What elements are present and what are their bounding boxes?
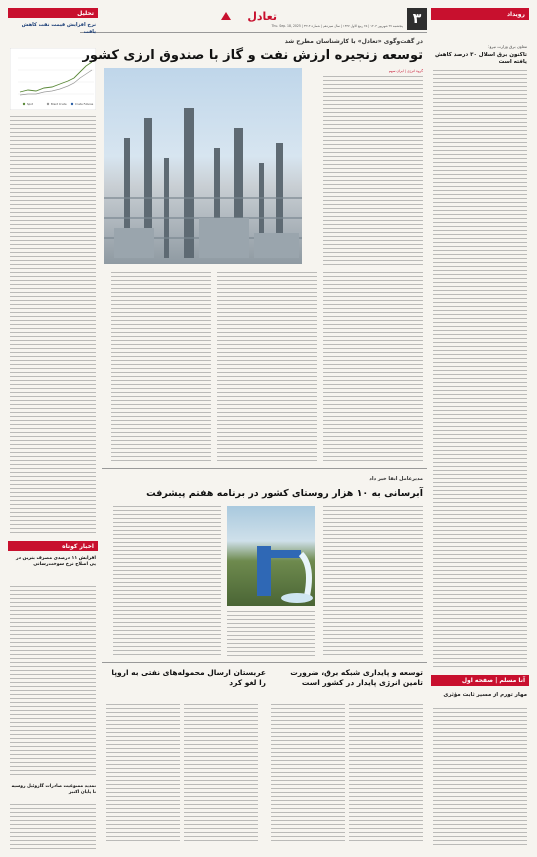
left-column-2-body (10, 586, 96, 776)
section-rule-2 (102, 662, 427, 663)
water-pipe-illustration (227, 506, 315, 606)
main-article-col-2 (323, 272, 423, 464)
date-line: پنجشنبه ۲۷ شهریور ۱۴۰۴ | ۲۵ ربیع الاول ۱۴۴۷ | سال سیزدهم | شماره ۳۲۱۴ | Thu. Sep. 18, 2025 (271, 24, 403, 28)
legend-futures: Crude Futures (75, 103, 94, 106)
left-label-text: تحلیل (77, 9, 94, 17)
legend-brent: Brent Crude (51, 103, 67, 106)
masthead-rule (80, 32, 427, 33)
main-kicker: در گفت‌وگوی «تعادل» با کارشناسان مطرح شد (284, 38, 423, 45)
second-article-col-3 (227, 611, 315, 656)
main-article-col-3 (217, 272, 317, 464)
refinery-photo (104, 68, 302, 264)
main-headline: توسعه زنجیره ارزش نفت و گاز با صندوق ارزی کشور (82, 48, 423, 63)
bottom-label-text: آنا مسلم | صفحه اول (461, 677, 525, 684)
right-column-bottom-label (431, 675, 529, 686)
main-article-col-1 (323, 76, 423, 266)
left-column-2-label (8, 541, 98, 551)
right-column-bottom-body (433, 708, 527, 848)
page-number: ۳ (407, 8, 427, 30)
second-article-col-2 (113, 506, 221, 656)
right-column-bottom-headline: مهار تورم از مسیر ثابت مؤثری (443, 692, 527, 698)
left-2-label-text: اخبار کوتاه (62, 542, 94, 550)
logo-triangle-icon (221, 12, 231, 20)
bottom-left-body-1 (106, 704, 180, 844)
left-column (8, 8, 98, 850)
main-article-col-4 (111, 272, 211, 464)
second-kicker: مدیرعامل ابفا خبر داد (369, 476, 423, 482)
bottom-left-body-2 (184, 704, 258, 844)
right-column-kicker: معاون برق وزارت نیرو: (488, 44, 527, 49)
legend-spot: Spot (27, 103, 33, 106)
right-column (431, 8, 529, 850)
bottom-right-body-1 (349, 704, 423, 844)
second-article-col-1 (323, 506, 423, 656)
right-column-body-text (433, 70, 527, 670)
left-column-section-label (8, 8, 98, 18)
bottom-right-body-2 (271, 704, 345, 844)
bottom-right-headline: توسعه و پایداری شبکه برق، ضرورت تامین انرژی پایدار در کشور است (290, 668, 423, 687)
left-column-2-headline: افزایش ۱۱ درصدی مصرف بنزین در پی اصلاح نرخ سوخت‌رسانی (15, 556, 96, 567)
left-column-3-headline: تمدید ممنوعیت صادرات گازوئیل روسیه تا پایان اکتبر (11, 784, 96, 795)
bottom-left-headline: عربستان ارسال محموله‌های نفتی به اروپا را لغو کرد (111, 668, 266, 687)
left-column-3-body (10, 804, 96, 850)
water-photo (227, 506, 315, 606)
right-column-section-label (431, 8, 529, 20)
main-byline: گروه انرژی | ایران سهم (388, 69, 423, 73)
left-column-body-text (10, 116, 96, 536)
section-label-text: رویداد (506, 10, 525, 18)
left-column-headline: نرخ افزایش قیمت نفت کاهش یافت (21, 22, 96, 35)
refinery-illustration (104, 68, 302, 264)
right-column-headline: تاکنون برق اسلال ۳۰ درصد کاهش یافته است (435, 52, 527, 65)
section-rule (102, 468, 427, 469)
masthead (80, 8, 427, 34)
logo: تعادل (247, 10, 277, 23)
second-headline: آبرسانی به ۱۰ هزار روستای کشور در برنامه هفتم پیشرفت (146, 488, 423, 499)
